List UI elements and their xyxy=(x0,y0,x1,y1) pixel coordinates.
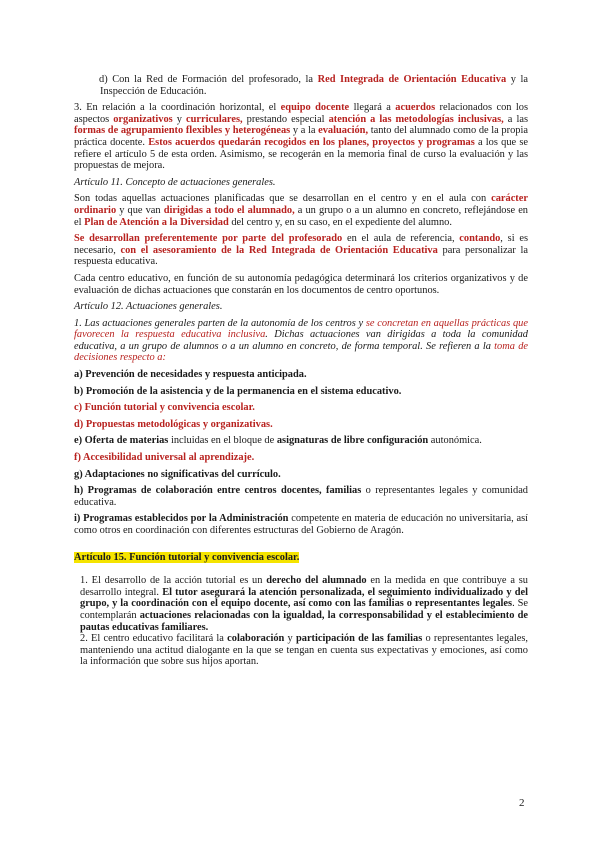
text-run-bold: i) Programas establecidos por la Administración xyxy=(74,513,289,525)
page-content xyxy=(74,74,528,668)
list-item-h xyxy=(74,485,528,508)
emphasis-red: carácter ordinario xyxy=(74,193,528,216)
emphasis-red: Estos acuerdos quedarán recogidos en los planes, proyectos y programas xyxy=(148,136,475,148)
text-run: o representantes legales y comunidad educativa. xyxy=(74,485,529,508)
list-item-e xyxy=(74,435,528,447)
article-11-heading: Artículo 11. Concepto de actuaciones generales. xyxy=(74,176,276,188)
article-15-paragraph-1 xyxy=(80,575,528,633)
text-run: en el aula de referencia, xyxy=(342,233,460,245)
article-15-paragraph-2 xyxy=(80,633,528,668)
text-run: relacionados con los aspectos xyxy=(74,102,528,125)
list-item-d: d) Propuestas metodológicas y organizativas. xyxy=(74,418,273,430)
text-run: , si es necesario, xyxy=(74,233,528,256)
text-run: del centro y, en su caso, en el expediente del alumno. xyxy=(228,216,452,228)
list-item-g: g) Adaptaciones no significativas del currículo. xyxy=(74,468,281,480)
paragraph-3-coordination xyxy=(74,102,528,172)
text-run-bold: El tutor asegurará la atención personalizada, el seguimiento individualizado y del grupo, y la coordinación con el equipo docente, así como con las familias o representantes legales xyxy=(80,586,529,610)
highlighted-heading: Artículo 15. Función tutorial y convivencia escolar. xyxy=(74,551,300,563)
emphasis-red: organizativos xyxy=(113,113,173,125)
text-run: . Se contemplarán xyxy=(80,598,528,621)
text-run: y xyxy=(284,633,296,645)
text-run: competente en materia de educación no universitaria, así como otros en coordinación con diferentes estructuras del Gobierno de Aragón. xyxy=(74,513,529,536)
article-15-heading xyxy=(74,552,528,564)
text-run: a las xyxy=(503,113,528,125)
emphasis-red: atención a las metodologías inclusivas, xyxy=(328,113,504,125)
list-item-i xyxy=(74,513,528,536)
emphasis-red: contando xyxy=(459,233,501,245)
article-15-body xyxy=(74,575,528,668)
text-run: y a la xyxy=(290,125,319,137)
emphasis-red: Se desarrollan preferentemente por parte del profesorado xyxy=(74,233,343,245)
emphasis-red: Red Integrada de Orientación Educativa xyxy=(317,74,507,85)
text-run-bold: colaboración xyxy=(227,633,285,645)
text-run: y la Inspección de Educación. xyxy=(100,74,529,97)
article-11-paragraph-3: Cada centro educativo, en función de su autonomía pedagógica determinará los criterios organizativos y de evaluación de dichas actuaciones que constarán en los documentos de centro oportunos. xyxy=(74,272,528,296)
text-run-bold: e) Oferta de materias xyxy=(74,435,169,447)
list-item-f: f) Accesibilidad universal al aprendizaje. xyxy=(74,452,255,464)
text-run: a los que se refiere el artículo 5 de esta orden. Asimismo, se recogerán en la memoria final de curso la evaluación y las propuestas de mejora. xyxy=(74,136,529,172)
text-run: llegará a xyxy=(349,102,396,114)
text-run: 3. En relación a la coordinación horizontal, el xyxy=(74,102,281,114)
article-11-paragraph-1 xyxy=(74,193,528,228)
emphasis-red: con el asesoramiento de la Red Integrada de Orientación Educativa xyxy=(120,244,438,256)
text-run-bold: h) Programas de colaboración entre centros docentes, familias xyxy=(74,485,362,497)
text-run: 1. Las actuaciones generales parten de la autonomía de los centros y xyxy=(74,317,366,329)
text-run: d) Con la Red de Formación del profesorado, la xyxy=(99,74,318,85)
page-number: 2 xyxy=(519,797,525,809)
list-item-c: c) Función tutorial y convivencia escolar. xyxy=(74,402,255,414)
text-run: o representantes legales, manteniendo una actitud dialogante en la que se tengan en cuenta sus expectativas y emociones, así como la información que sobre sus hijos aportan. xyxy=(80,633,528,668)
text-run: y que van xyxy=(116,204,164,216)
emphasis-red: Plan de Atención a la Diversidad xyxy=(84,216,229,228)
article-12-paragraph-1 xyxy=(74,318,528,364)
list-item-a: a) Prevención de necesidades y respuesta anticipada. xyxy=(74,369,307,381)
text-run: en la medida en que contribuye a su desarrollo integral. xyxy=(80,575,528,598)
text-run: a un grupo o a un alumno en concreto, reflejándose en el xyxy=(74,204,529,228)
emphasis-red: acuerdos xyxy=(395,102,436,114)
emphasis-red-italic: toma de decisiones respecto a: xyxy=(74,340,528,364)
emphasis-red: dirigidas a todo el alumnado, xyxy=(163,204,295,216)
text-run-bold: participación de las familias xyxy=(295,633,423,645)
text-run: prestando especial xyxy=(242,113,329,125)
article-11-paragraph-2 xyxy=(74,233,528,268)
text-run: . Dichas actuaciones van dirigidas a toda la comunidad educativa, a un grupo de alumnos o a un alumno en concreto, de forma temporal. Se refieren a la xyxy=(74,329,528,352)
text-run-bold: derecho del alumnado xyxy=(266,575,367,587)
emphasis-red: equipo docente xyxy=(280,102,350,114)
text-run: tanto del alumnado como de la propia práctica docente. xyxy=(74,125,528,148)
text-run: Son todas aquellas actuaciones planificadas que se desarrollan en el centro y en el aula con xyxy=(74,193,492,205)
list-item-b: b) Promoción de la asistencia y de la permanencia en el sistema educativo. xyxy=(74,385,402,397)
text-run: para personalizar la respuesta educativa. xyxy=(74,244,528,268)
text-run: autonómica. xyxy=(428,435,482,447)
text-run-bold: actuaciones relacionadas con la igualdad, la corresponsabilidad y el establecimiento de pautas educativas familiares. xyxy=(80,609,528,633)
emphasis-red: evaluación, xyxy=(318,125,369,137)
article-12-heading: Artículo 12. Actuaciones generales. xyxy=(74,301,223,313)
text-run: incluidas en el bloque de xyxy=(168,435,277,447)
emphasis-red: curriculares, xyxy=(185,113,243,125)
text-run-bold: asignaturas de libre configuración xyxy=(276,435,429,447)
item-d-paragraph xyxy=(74,74,528,97)
text-run: y xyxy=(172,113,186,125)
emphasis-red-italic: se concretan en aquellas prácticas que favorecen la respuesta educativa inclusiva xyxy=(74,317,528,341)
text-run: 2. El centro educativo facilitará la xyxy=(80,633,228,645)
text-run: 1. El desarrollo de la acción tutorial es un xyxy=(80,575,267,587)
emphasis-red: formas de agrupamiento flexibles y heterogéneas xyxy=(74,125,291,137)
